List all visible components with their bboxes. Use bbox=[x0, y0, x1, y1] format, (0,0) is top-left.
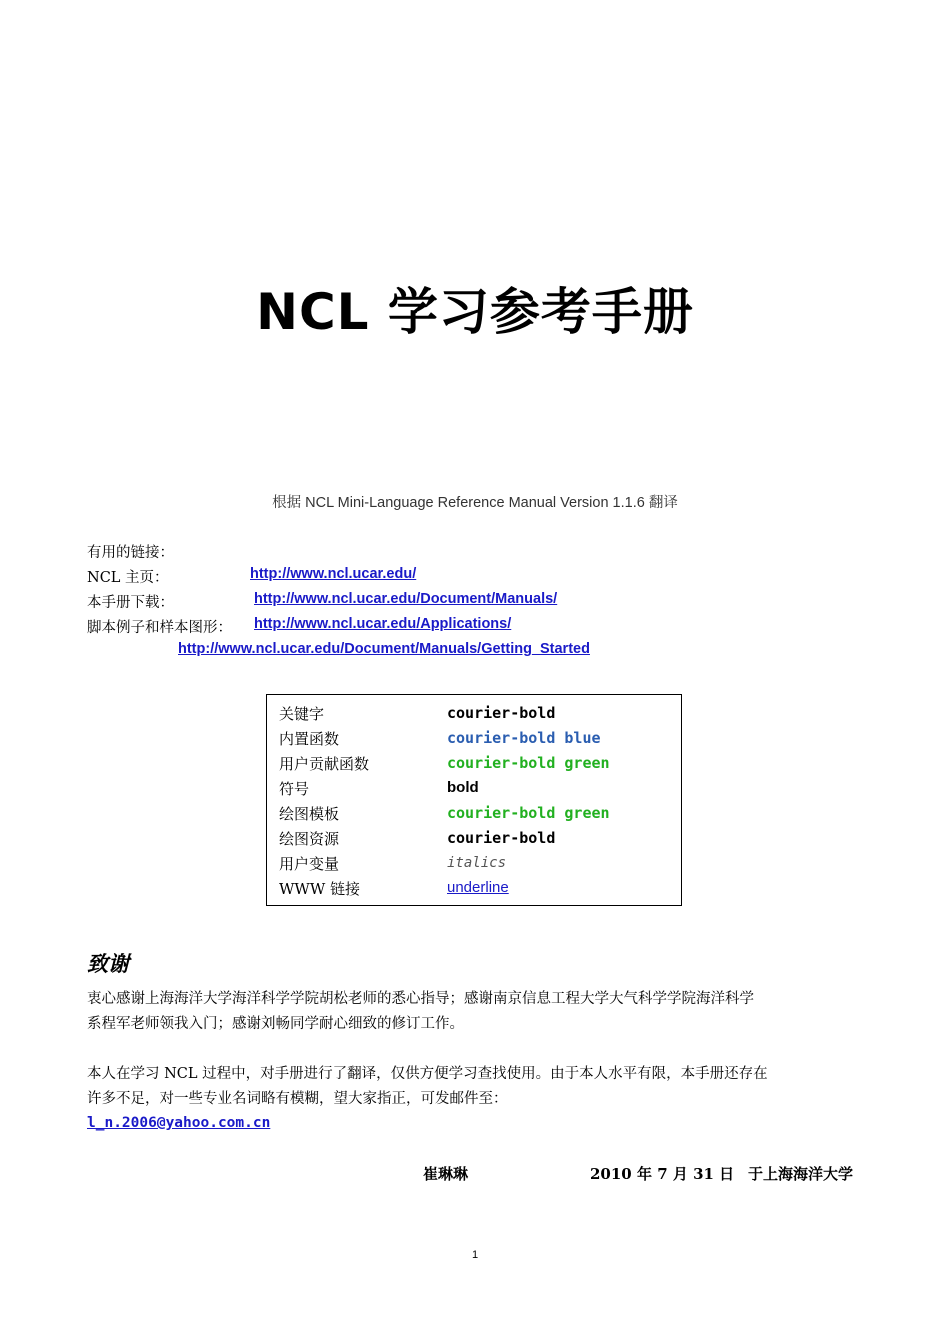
paragraph-line: 系程军老师领我入门；感谢刘畅同学耐心细致的修订工作。 bbox=[87, 1016, 464, 1032]
legend-label: 关键字 bbox=[279, 705, 325, 723]
link-label-ncl-home: NCL 主页： bbox=[87, 570, 169, 586]
legend-label: 用户贡献函数 bbox=[279, 755, 370, 773]
legend-row-plot-resource bbox=[279, 828, 679, 852]
link-manual-download[interactable]: http://www.ncl.ucar.edu/Document/Manuals/ bbox=[254, 591, 558, 607]
legend-value: courier-bold green bbox=[447, 804, 610, 822]
legend-value[interactable]: underline bbox=[447, 879, 509, 896]
acknowledgements-paragraph-1 bbox=[87, 987, 867, 1037]
email-link[interactable]: l_n.2006@yahoo.com.cn bbox=[87, 1115, 271, 1131]
legend-value: courier-bold bbox=[447, 829, 556, 847]
paragraph-line: 衷心感谢上海海洋大学海洋科学学院胡松老师的悉心指导；感谢南京信息工程大学大气科学学院海洋科学 bbox=[87, 991, 754, 1007]
style-legend-box bbox=[266, 694, 682, 906]
paragraph-line: 本人在学习 NCL 过程中，对手册进行了翻译，仅供方便学习查找使用。由于本人水平有限，本手册还存在 bbox=[87, 1066, 768, 1082]
link-ncl-home[interactable]: http://www.ncl.ucar.edu/ bbox=[250, 566, 417, 582]
signature-author: 崔琳琳 bbox=[423, 1165, 469, 1183]
link-label-applications: 脚本例子和样本图形： bbox=[87, 620, 232, 636]
page-number: 1 bbox=[471, 1249, 479, 1261]
links-heading: 有用的链接： bbox=[87, 545, 174, 561]
document-title: NCL 学习参考手册 bbox=[256, 283, 694, 341]
link-applications[interactable]: http://www.ncl.ucar.edu/Applications/ bbox=[254, 616, 512, 632]
legend-value: italics bbox=[447, 855, 507, 871]
legend-value: courier-bold bbox=[447, 704, 556, 722]
signature-date: 2010 年 7 月 31 日 bbox=[590, 1165, 735, 1183]
acknowledgements-heading: 致谢 bbox=[87, 951, 129, 976]
legend-label: 绘图模板 bbox=[279, 805, 340, 823]
legend-row-keyword bbox=[279, 703, 679, 727]
legend-row-user-variable bbox=[279, 853, 679, 877]
legend-row-plot-template bbox=[279, 803, 679, 827]
link-label-manual-download: 本手册下载： bbox=[87, 595, 174, 611]
legend-label: 内置函数 bbox=[279, 730, 340, 748]
link-getting-started[interactable]: http://www.ncl.ucar.edu/Document/Manuals/Getting_Started bbox=[178, 641, 590, 657]
legend-label: 用户变量 bbox=[279, 855, 340, 873]
legend-value: courier-bold blue bbox=[447, 729, 601, 747]
document-subtitle: 根据 NCL Mini-Language Reference Manual Version 1.1.6 翻译 bbox=[272, 495, 678, 511]
legend-label: WWW 链接 bbox=[279, 880, 361, 898]
legend-row-www-link bbox=[279, 878, 679, 902]
legend-row-symbol bbox=[279, 778, 679, 802]
acknowledgements-paragraph-2 bbox=[87, 1062, 867, 1112]
legend-label: 绘图资源 bbox=[279, 830, 340, 848]
signature-place: 于上海海洋大学 bbox=[748, 1165, 854, 1183]
legend-label: 符号 bbox=[279, 780, 310, 798]
legend-row-builtin-function bbox=[279, 728, 679, 752]
paragraph-line: 许多不足，对一些专业名词略有模糊，望大家指正，可发邮件至： bbox=[87, 1091, 508, 1107]
legend-value: bold bbox=[447, 779, 479, 796]
legend-value: courier-bold green bbox=[447, 754, 610, 772]
legend-row-contributed-function bbox=[279, 753, 679, 777]
